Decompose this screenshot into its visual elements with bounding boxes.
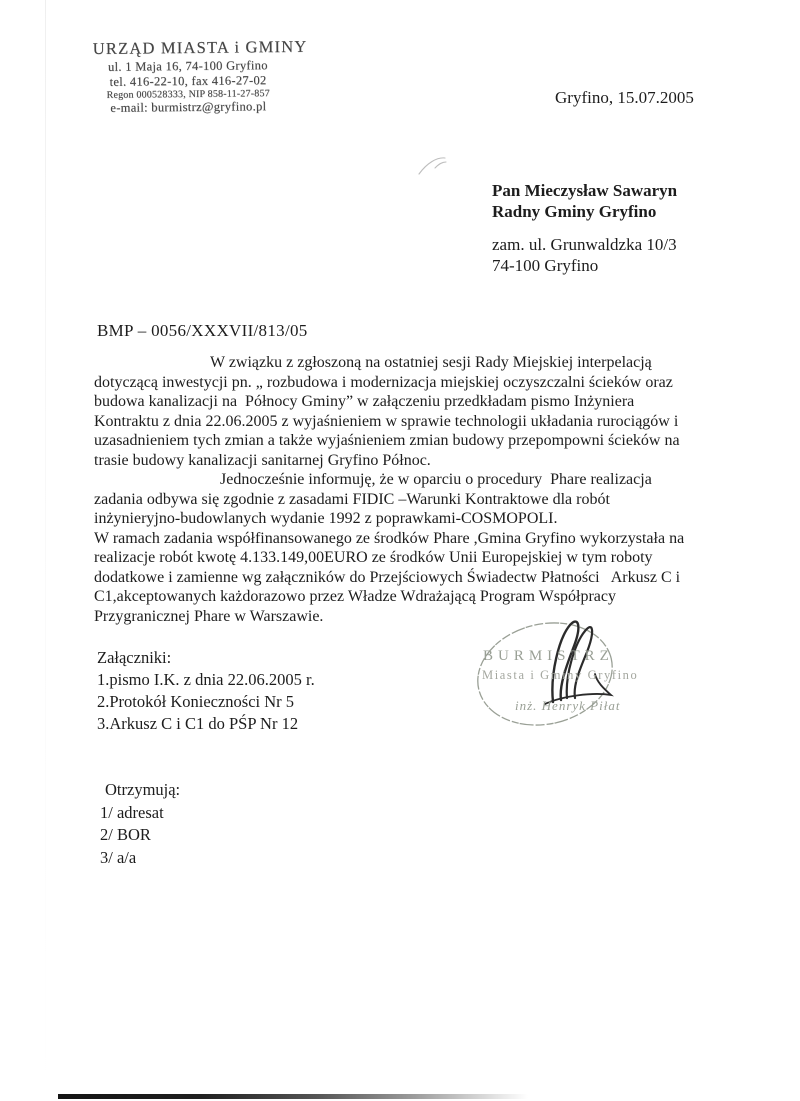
letterhead-phone: tel. 416-22-10, fax 416-27-02: [109, 73, 267, 89]
attachment-item: 1.pismo I.K. z dnia 22.06.2005 r.: [97, 670, 315, 689]
body-line: C1,akceptowanych każdorazowo przez Władze Wdrażającą Program Współpracy: [94, 588, 616, 605]
body-line: W związku z zgłoszoną na ostatniej sesji Rady Miejskiej interpelacją: [210, 354, 652, 371]
attachments-heading: Załączniki:: [97, 648, 172, 667]
letterhead-stamp: [92, 36, 308, 116]
letterhead-email: e-mail: burmistrz@gryfino.pl: [110, 99, 267, 115]
body-line: dodatkowe i zamienne wg załączników do Przejściowych Świadectw Płatności Arkusz C i: [94, 568, 681, 586]
letterhead-address: ul. 1 Maja 16, 74-100 Gryfino: [107, 58, 268, 74]
body-line: trasie budowy kanalizacji sanitarnej Gryfino Północ.: [94, 451, 431, 469]
pen-mark: [415, 150, 460, 180]
distribution-item: 3/ a/a: [100, 847, 137, 867]
body-line: budowa kanalizacji na Północy Gminy” w załączeniu przedkładam pismo Inżyniera: [94, 393, 635, 410]
scan-seam: [45, 0, 46, 1101]
recipient-address-street: zam. ul. Grunwaldzka 10/3: [492, 235, 677, 254]
body-line: inżynieryjno-budowlanych wydanie 1992 z poprawkami-COSMOPOLI.: [94, 510, 558, 527]
distribution-heading: Otrzymują:: [105, 780, 181, 799]
stamp-signer-name: inż. Henryk Piłat: [515, 698, 621, 713]
recipient-title: Radny Gminy Gryfino: [492, 202, 657, 221]
attachment-item: 3.Arkusz C i C1 do PŚP Nr 12: [97, 714, 299, 733]
recipient-block: [492, 180, 677, 276]
body-line: Przygranicznej Phare w Warszawie.: [94, 607, 324, 625]
letter-body: [94, 353, 684, 626]
letter-date: Gryfino, 15.07.2005: [555, 88, 694, 107]
body-line: realizacje robót kwotę 4.133.149,00EURO ze środków Unii Europejskiej w tym roboty: [94, 549, 653, 566]
body-line: Jednocześnie informuję, że w oparciu o procedury Phare realizacja: [220, 471, 652, 488]
stamp-subtitle: Miasta i Gminy Gryfino: [482, 668, 639, 682]
mayor-stamp-area: [455, 612, 715, 752]
recipient-name: Pan Mieczysław Sawaryn: [492, 181, 678, 200]
distribution-item: 2/ BOR: [100, 825, 151, 844]
recipient-address-city: 74-100 Gryfino: [492, 256, 599, 275]
body-line: W ramach zadania współfinansowanego ze środków Phare ,Gmina Gryfino wykorzystała na: [94, 529, 685, 547]
reference-number: BMP – 0056/XXXVII/813/05: [97, 321, 308, 340]
body-line: Kontraktu z dnia 22.06.2005 z wyjaśnieniem w sprawie technologii układania rurociągów i: [94, 412, 679, 430]
body-line: zadania odbywa się zgodnie z zasadami FIDIC –Warunki Kontraktowe dla robót: [94, 490, 610, 508]
attachment-item: 2.Protokół Konieczności Nr 5: [97, 692, 295, 711]
attachments-block: [97, 647, 315, 735]
body-line: dotyczącą inwestycji pn. „ rozbudowa i modernizacja miejskiej oczyszczalni ścieków oraz: [94, 373, 673, 391]
scan-artifact-bar: [58, 1094, 528, 1099]
distribution-item: 1/ adresat: [100, 802, 164, 822]
stamp-title: BURMISTRZ: [483, 648, 614, 664]
distribution-block: [100, 779, 180, 869]
letterhead-regon-nip: Regon 000528333, NIP 858-11-27-857: [106, 88, 270, 101]
recipient-gap: [492, 222, 677, 234]
body-line: uzasadnieniem tych zmian a także wyjaśnieniem zmian budowy przepompowni ścieków na: [94, 432, 680, 449]
letterhead-office-name: URZĄD MIASTA i GMINY: [92, 36, 308, 58]
